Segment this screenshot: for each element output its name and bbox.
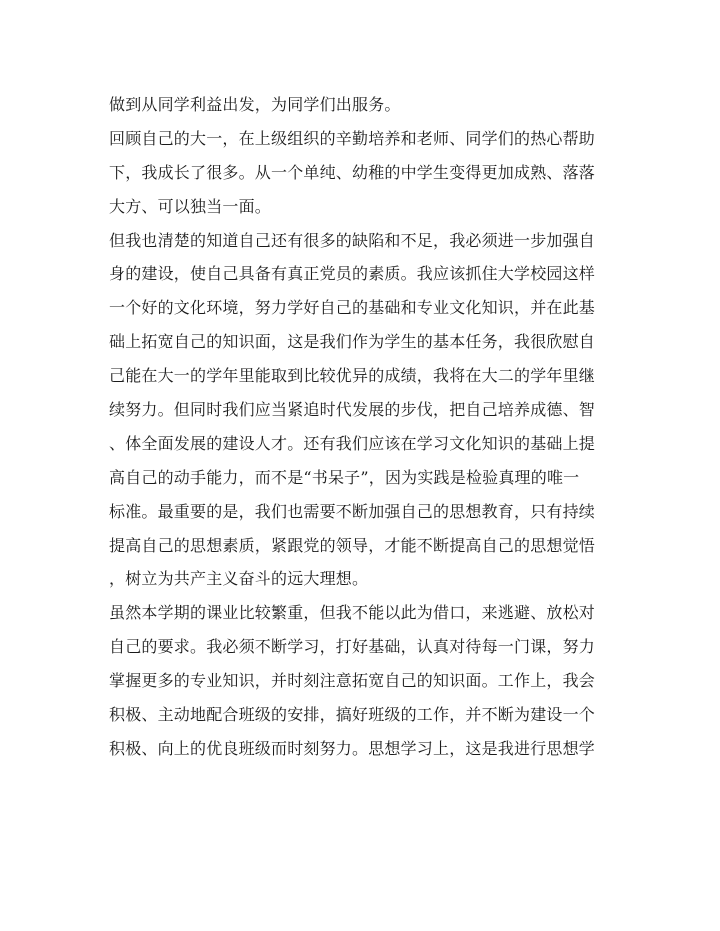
text-line: 回顾自己的大一，在上级组织的辛勤培养和老师、同学们的热心帮助 xyxy=(109,128,596,148)
text-line: 大方、可以独当一面。 xyxy=(109,196,272,216)
text-line: 积极、向上的优良班级而时刻努力。思想学习上，这是我进行思想学 xyxy=(109,738,596,758)
text-line: ，树立为共产主义奋斗的远大理想。 xyxy=(109,569,369,589)
text-line: 做到从同学利益出发，为同学们出服务。 xyxy=(109,95,401,114)
text-line: 高自己的动手能力，而不是“书呆子”，因为实践是检验真理的唯一 xyxy=(109,467,580,487)
text-line: 身的建设，使自己具备有真正党员的素质。我应该抓住大学校园这样 xyxy=(109,264,596,284)
text-line: 一个好的文化环境，努力学好自己的基础和专业文化知识，并在此基 xyxy=(109,298,596,318)
text-line: 掌握更多的专业知识，并时刻注意拓宽自己的知识面。工作上，我会 xyxy=(109,671,596,691)
text-line: 下，我成长了很多。从一个单纯、幼稚的中学生变得更加成熟、落落 xyxy=(109,162,596,182)
document-body xyxy=(109,88,619,766)
text-line: 、体全面发展的建设人才。还有我们应该在学习文化知识的基础上提 xyxy=(109,433,596,453)
text-line: 标准。最重要的是，我们也需要不断加强自己的思想教育，只有持续 xyxy=(109,501,596,521)
text-line: 础上拓宽自己的知识面，这是我们作为学生的基本任务，我很欣慰自 xyxy=(109,332,596,352)
text-line: 续努力。但同时我们应当紧追时代发展的步伐，把自己培养成德、智 xyxy=(109,400,596,420)
text-line: 积极、主动地配合班级的安排，搞好班级的工作，并不断为建设一个 xyxy=(109,705,596,725)
text-line: 虽然本学期的课业比较繁重，但我不能以此为借口，来逃避、放松对 xyxy=(109,603,596,623)
text-line: 但我也清楚的知道自己还有很多的缺陷和不足，我必须进一步加强自 xyxy=(109,230,596,250)
text-line: 自己的要求。我必须不断学习，打好基础，认真对待每一门课，努力 xyxy=(109,637,596,657)
text-line: 提高自己的思想素质，紧跟党的领导，才能不断提高自己的思想觉悟 xyxy=(109,535,596,555)
text-line: 己能在大一的学年里能取到比较优异的成绩，我将在大二的学年里继 xyxy=(109,366,596,386)
